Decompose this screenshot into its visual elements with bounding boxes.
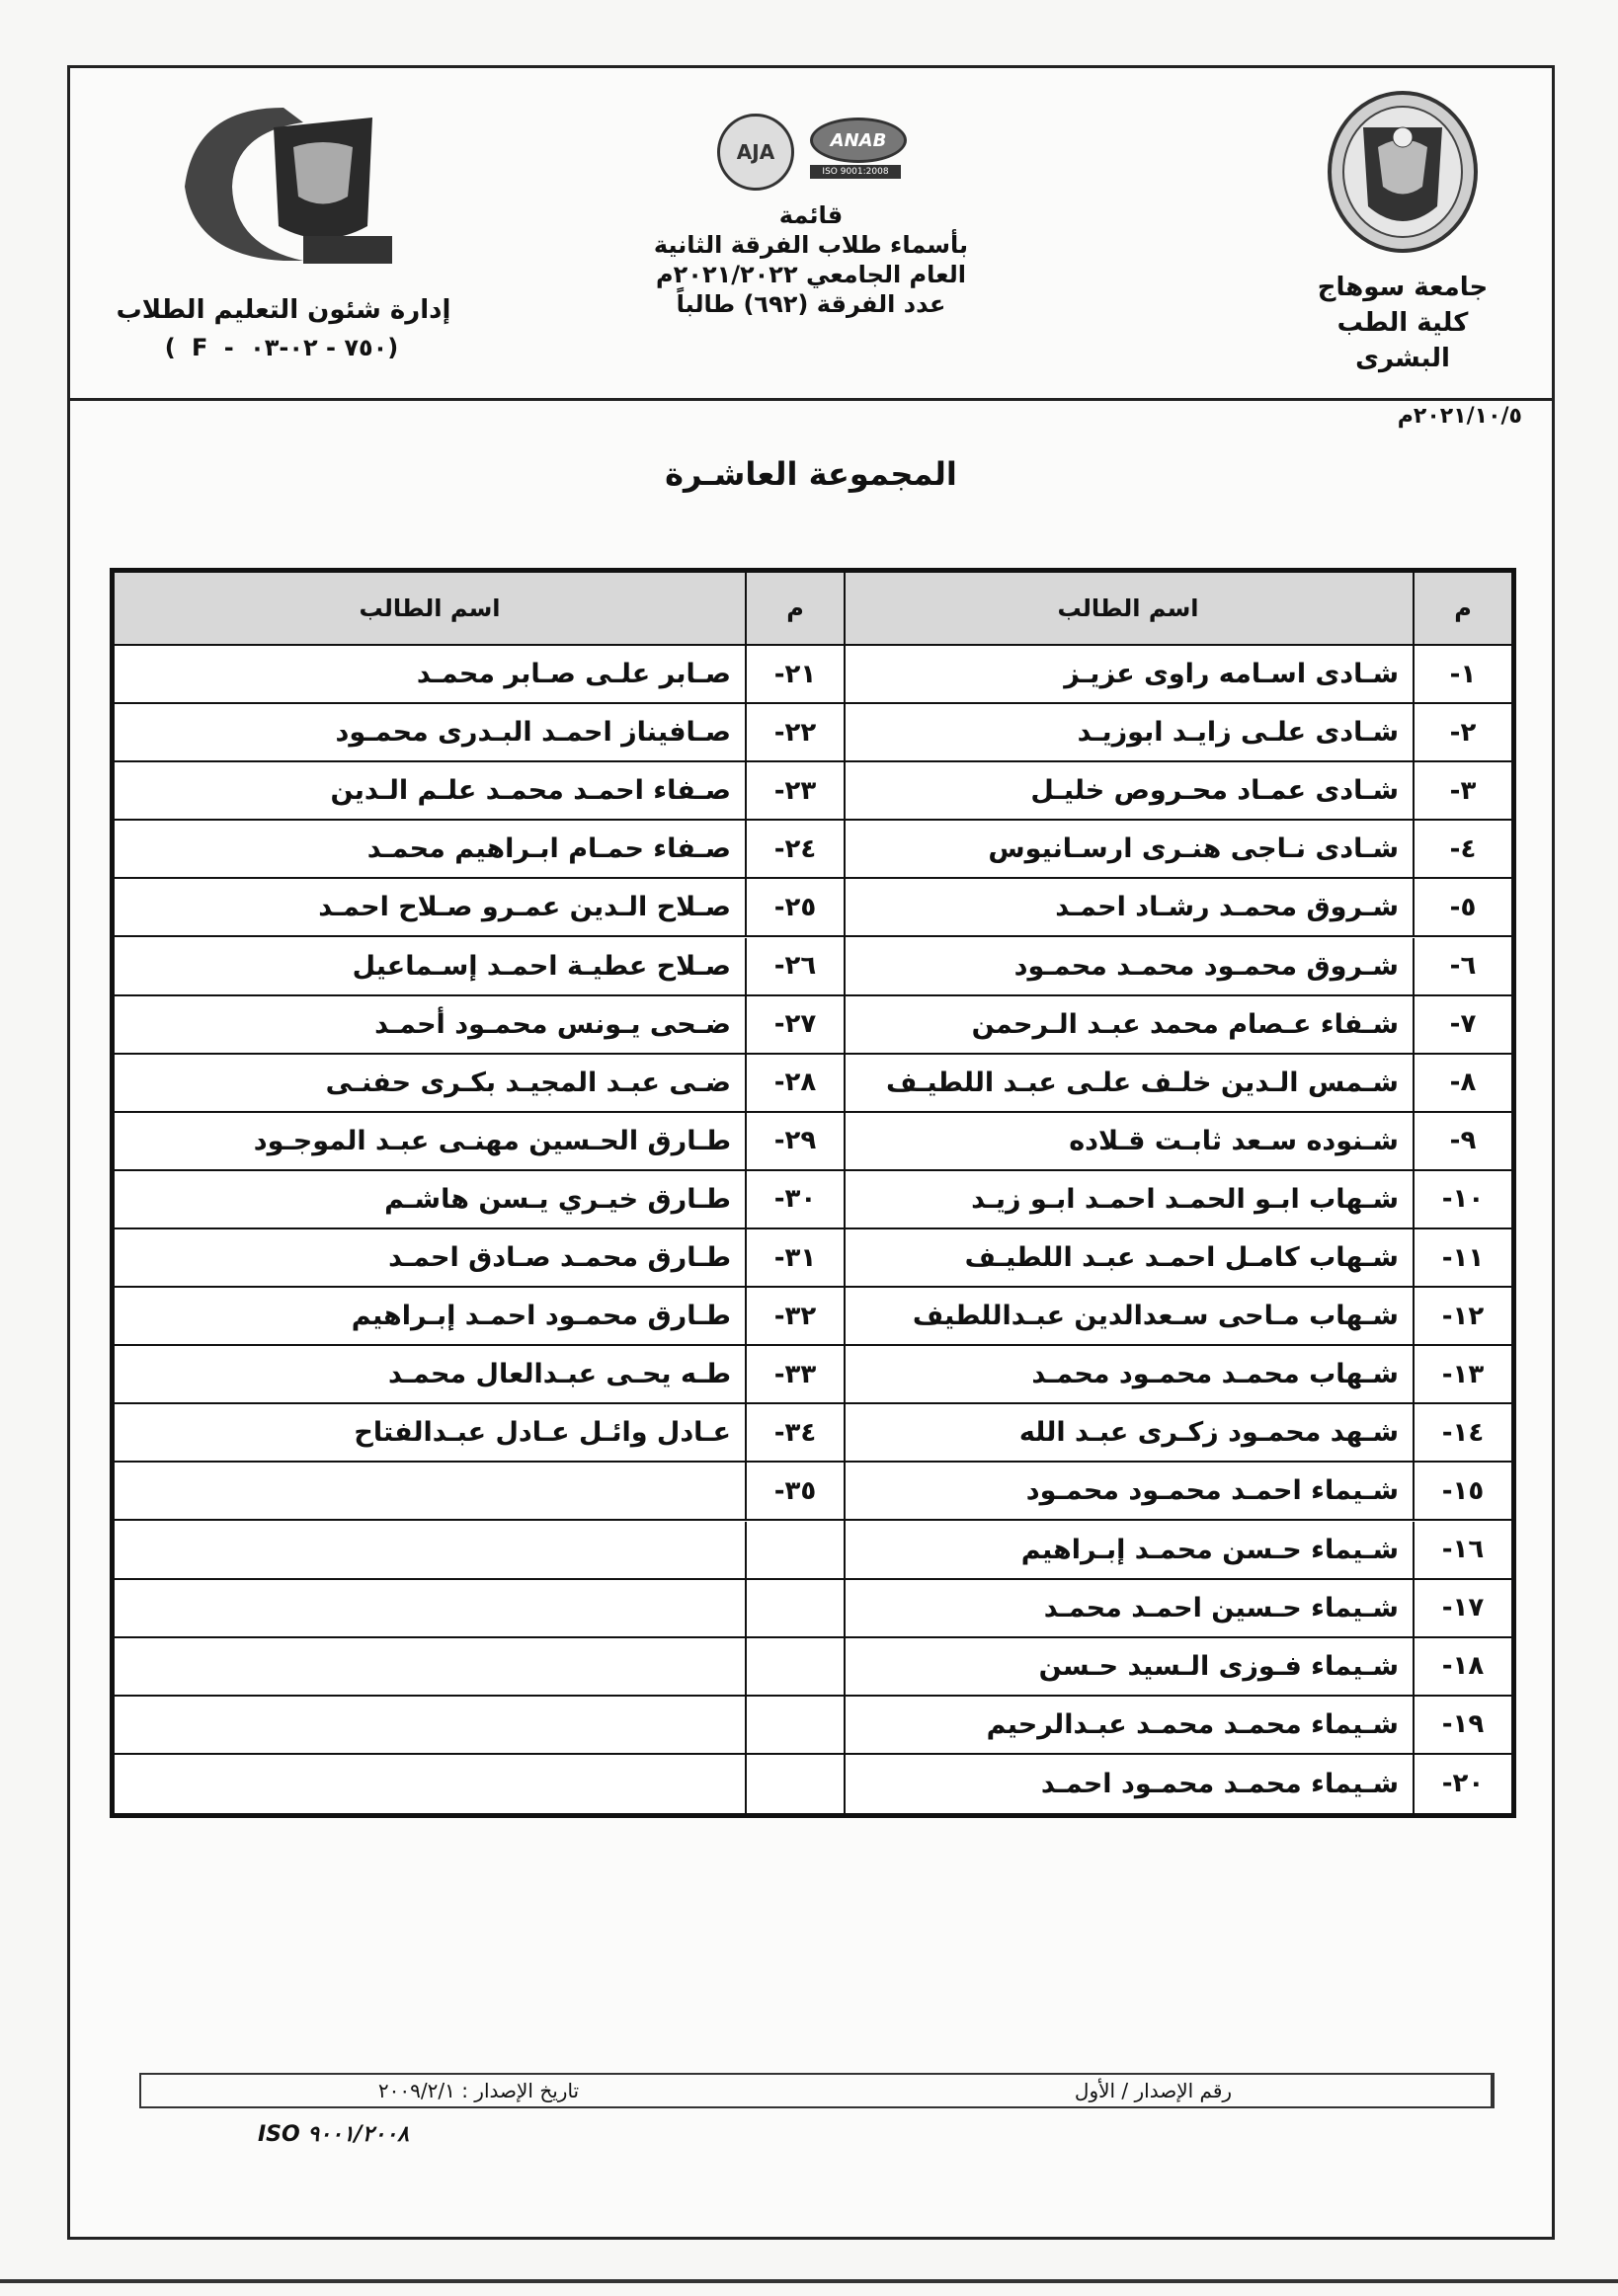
- student-name: شـيماء محمـد محمـد عبـدالرحيم: [986, 1708, 1399, 1740]
- table-right-column: [844, 573, 1511, 1813]
- student-name: شـيماء حـسين احمـد محمـد: [1043, 1592, 1399, 1623]
- student-number: ٢١-: [745, 646, 844, 702]
- student-name: شـنوده سـعد ثابـت قـلاده: [1069, 1125, 1399, 1156]
- header-name: اسم الطالب: [1057, 594, 1199, 622]
- student-name: [115, 1697, 745, 1753]
- document-date: ٢٠٢١/١٠/٥م: [1397, 404, 1522, 429]
- table-row: [844, 1697, 1511, 1755]
- student-number: ١٧-: [1413, 1580, 1511, 1636]
- student-name: صـافيناز احمـد البـدرى محمـود: [335, 717, 731, 749]
- student-name: [115, 1755, 745, 1813]
- student-name: صـابر علـى صـابر محمـد: [416, 659, 731, 690]
- table-row: [115, 879, 844, 937]
- student-number: ١٦-: [1413, 1522, 1511, 1578]
- student-number: ١٥-: [1413, 1463, 1511, 1519]
- student-name: شـادى علـى زايـد ابوزيـد: [1077, 717, 1399, 749]
- issue-number: رقم الإصدار / الأول: [816, 2075, 1493, 2106]
- table-row: [844, 1755, 1511, 1813]
- student-number: [745, 1755, 844, 1813]
- group-title: المجموعة العاشـرة: [665, 455, 957, 493]
- table-row: [115, 1638, 844, 1697]
- student-name: صـفاء حمـام ابـراهيم محمـد: [366, 833, 731, 865]
- table-row: [844, 1638, 1511, 1697]
- table-row: [844, 1580, 1511, 1638]
- student-number: ١٠-: [1413, 1171, 1511, 1227]
- student-name: عـادل وائـل عـادل عبـدالفتاح: [354, 1417, 731, 1449]
- university-seal-logo: [1324, 88, 1482, 256]
- student-number: ١٩-: [1413, 1697, 1511, 1753]
- student-number: ٢٥-: [745, 879, 844, 935]
- table-row: [115, 1697, 844, 1755]
- student-name: طـارق محمـد صـادق احمـد: [388, 1242, 731, 1274]
- student-name: شـيماء احمـد محمـود محمـود: [1025, 1475, 1399, 1507]
- student-number: ٣٣-: [745, 1346, 844, 1402]
- student-name: شـيماء فـوزى الـسيد حـسن: [1038, 1650, 1399, 1682]
- issue-date: تاريخ الإصدار : ٢٠٠٩/٢/١: [377, 2079, 580, 2102]
- student-number: [745, 1638, 844, 1695]
- table-row: [844, 1055, 1511, 1113]
- student-name: شـهاب محمـد محمـود محمـد: [1031, 1359, 1399, 1390]
- student-number: ١٤-: [1413, 1404, 1511, 1461]
- iso-standard: ISO ٩٠٠١/٢٠٠٨: [258, 2122, 409, 2147]
- student-name: صـفاء احمـد محمـد علـم الـدين: [330, 775, 731, 807]
- student-name: شـادى نـاجى هنـرى ارسـانيوس: [988, 833, 1399, 865]
- anab-badge-logo: [806, 114, 905, 183]
- table-left-column: [115, 573, 846, 1813]
- student-number: ٩-: [1413, 1113, 1511, 1169]
- student-number: ٧-: [1413, 996, 1511, 1053]
- student-name: طـارق الحـسين مهنـى عبـد الموجـود: [253, 1125, 731, 1156]
- faculty-of-medicine-logo: [155, 88, 412, 276]
- student-number: [745, 1522, 844, 1578]
- table-row: [844, 1404, 1511, 1463]
- student-number: ٣٤-: [745, 1404, 844, 1461]
- table-row: [115, 1288, 844, 1346]
- university-block: [1289, 88, 1516, 376]
- table-row: [844, 762, 1511, 821]
- table-row: [844, 996, 1511, 1055]
- table-row: [115, 1755, 844, 1813]
- table-row: [844, 1346, 1511, 1404]
- student-number: ١٣-: [1413, 1346, 1511, 1402]
- table-row: [844, 1522, 1511, 1580]
- table-row: [115, 646, 844, 704]
- department-name: إدارة شئون التعليم الطلاب: [116, 295, 451, 325]
- document-header: [70, 68, 1552, 401]
- table-row: [844, 821, 1511, 879]
- table-row: [115, 704, 844, 762]
- list-title: قائمة: [778, 201, 844, 229]
- header-num: م: [1413, 573, 1511, 644]
- aja-badge-logo: AJA: [717, 114, 794, 191]
- student-number: ٨-: [1413, 1055, 1511, 1111]
- student-name: شـهاب ابـو الحمـد احمـد ابـو زيـد: [971, 1183, 1399, 1215]
- table-row: [115, 1404, 844, 1463]
- student-name: [115, 1580, 745, 1636]
- student-number: ٦-: [1413, 938, 1511, 994]
- table-row: [844, 1229, 1511, 1288]
- student-name: شـهاب مـاحى سـعدالدين عبـداللطيف: [912, 1301, 1399, 1332]
- table-header-row: [115, 573, 844, 646]
- table-row: [115, 1113, 844, 1171]
- student-number: ٣٥-: [745, 1463, 844, 1519]
- student-number: ٢٠-: [1413, 1755, 1511, 1813]
- class-count: عدد الفرقة (٦٩٢) طالباً: [676, 290, 946, 318]
- student-number: ٥-: [1413, 879, 1511, 935]
- table-row: [115, 821, 844, 879]
- table-row: [844, 1463, 1511, 1521]
- table-row: [115, 1522, 844, 1580]
- student-number: ٢٤-: [745, 821, 844, 877]
- table-row: [844, 646, 1511, 704]
- table-row: [115, 996, 844, 1055]
- department-block: [106, 88, 461, 366]
- students-table: [110, 568, 1516, 1818]
- table-row: [844, 1113, 1511, 1171]
- student-name: شـادى اسـامه راوى عزيـز: [1064, 659, 1399, 690]
- student-number: ٢٦-: [745, 938, 844, 994]
- table-row: [844, 879, 1511, 937]
- student-name: شـيماء محمـد محمـود احمـد: [1040, 1768, 1399, 1799]
- header-num: م: [745, 573, 844, 644]
- table-row: [115, 938, 844, 996]
- student-number: ١٢-: [1413, 1288, 1511, 1344]
- student-name: شـهاب كامـل احمـد عبـد اللطيـف: [964, 1242, 1399, 1274]
- student-number: ١١-: [1413, 1229, 1511, 1286]
- student-number: ١٨-: [1413, 1638, 1511, 1695]
- student-number: ١-: [1413, 646, 1511, 702]
- student-number: ٢-: [1413, 704, 1511, 760]
- student-number: ٤-: [1413, 821, 1511, 877]
- student-name: [115, 1463, 745, 1519]
- student-name: صـلاح عطيـة احمـد إسـماعيل: [352, 950, 731, 982]
- student-name: شـمس الـدين خلـف علـى عبـد اللطيـف: [886, 1067, 1399, 1098]
- student-name: شـروق محمـود محمـد محمـود: [1013, 950, 1399, 982]
- student-name: طـارق خيـري يـسن هاشـم: [384, 1183, 731, 1215]
- student-number: ٣-: [1413, 762, 1511, 819]
- student-name: طـه يحـى عبـدالعال محمـد: [388, 1359, 731, 1390]
- student-name: [115, 1522, 745, 1578]
- table-header-row: [844, 573, 1511, 646]
- table-row: [115, 1463, 844, 1521]
- student-name: صـلاح الـدين عمـرو صـلاح احمـد: [318, 892, 731, 923]
- student-number: [745, 1580, 844, 1636]
- college-name: كلية الطب البشرى: [1336, 308, 1469, 373]
- header-name: اسم الطالب: [359, 594, 501, 622]
- student-name: شـروق محمـد رشـاد احمـد: [1055, 892, 1399, 923]
- anab-iso-text: ISO 9001:2008: [810, 165, 901, 179]
- list-title-block: [623, 114, 999, 319]
- table-row: [115, 1346, 844, 1404]
- issue-info-box: [139, 2073, 1495, 2108]
- student-number: ٢٧-: [745, 996, 844, 1053]
- page-bottom-rule: [0, 2279, 1618, 2283]
- student-name: ضـى عبـد المجيـد بكـرى حفنـى: [325, 1067, 731, 1098]
- student-number: ٣٠-: [745, 1171, 844, 1227]
- academic-year: العام الجامعي ٢٠٢١/٢٠٢٢م: [656, 261, 966, 288]
- student-name: [115, 1638, 745, 1695]
- student-number: ٢٣-: [745, 762, 844, 819]
- table-row: [844, 938, 1511, 996]
- student-number: ٣٢-: [745, 1288, 844, 1344]
- student-number: [745, 1697, 844, 1753]
- form-code: ( F - ٧٥٠ - ٠٢-٠٣): [164, 334, 403, 361]
- table-row: [844, 704, 1511, 762]
- student-name: ضـحى يـونس محمـود أحمـد: [374, 1008, 731, 1040]
- accreditation-badges: [623, 114, 999, 191]
- list-subtitle: بأسماء طلاب الفرقة الثانية: [653, 231, 969, 259]
- student-name: شـادى عمـاد محـروص خليـل: [1030, 775, 1399, 807]
- table-row: [844, 1288, 1511, 1346]
- student-name: شـيماء حـسن محمـد إبـراهيم: [1020, 1534, 1399, 1565]
- student-name: طـارق محمـود احمـد إبـراهيم: [351, 1301, 731, 1332]
- student-number: ٢٢-: [745, 704, 844, 760]
- document-frame: [67, 65, 1555, 2240]
- table-row: [115, 1055, 844, 1113]
- student-number: ٢٨-: [745, 1055, 844, 1111]
- student-number: ٣١-: [745, 1229, 844, 1286]
- table-row: [115, 762, 844, 821]
- table-row: [115, 1229, 844, 1288]
- table-row: [115, 1171, 844, 1229]
- student-name: شـهد محمـود زكـرى عبـد الله: [1018, 1417, 1399, 1449]
- anab-logo-text: ANAB: [810, 118, 907, 163]
- student-number: ٢٩-: [745, 1113, 844, 1169]
- table-row: [844, 1171, 1511, 1229]
- table-row: [115, 1580, 844, 1638]
- university-name: جامعة سوهاج: [1317, 273, 1489, 302]
- student-name: شـفاء عـصام محمد عبـد الـرحمن: [971, 1008, 1399, 1040]
